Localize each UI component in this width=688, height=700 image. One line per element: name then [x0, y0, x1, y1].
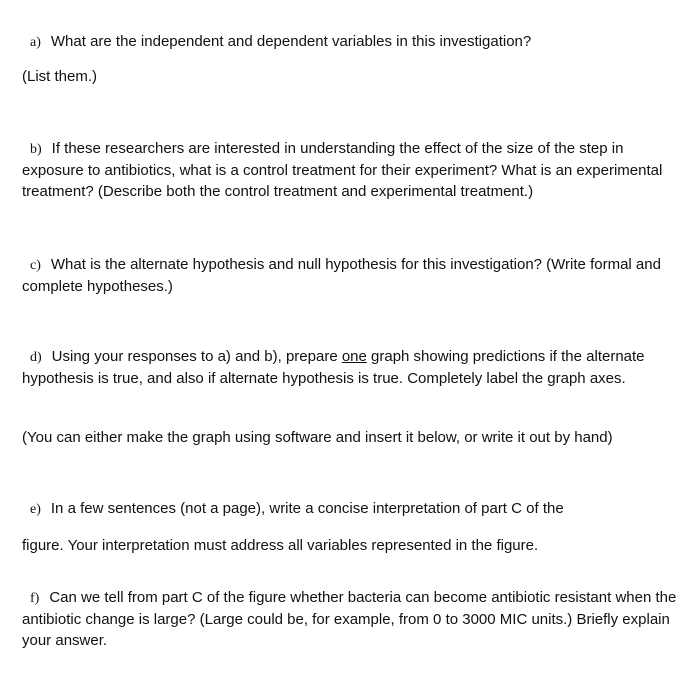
question-a-note: (List them.)	[22, 68, 98, 85]
question-e-continued: figure. Your interpretation must address all variables represented in the figure.	[22, 537, 539, 554]
question-text-after: graph showing predictions if the alternate hypothesis is true, and also if alternate hypothesis is true. Completely label the graph axes.	[22, 348, 645, 387]
question-e	[22, 498, 678, 520]
question-f	[22, 587, 678, 651]
question-d	[22, 346, 678, 389]
question-marker: d)	[30, 350, 42, 365]
question-emphasis: one	[341, 348, 367, 365]
question-text-before: Using your responses to a) and b), prepare	[51, 348, 342, 365]
question-marker: a)	[30, 35, 41, 50]
question-marker: e)	[30, 502, 41, 517]
question-d-note: (You can either make the graph using software and insert it below, or write it out by hand)	[22, 429, 613, 446]
question-text: In a few sentences (not a page), write a concise interpretation of part C of the	[50, 500, 564, 517]
question-text: If these researchers are interested in understanding the effect of the size of the step in exposure to antibiotics, what is a control treatment for their experiment? What is an experimental treatment? (Describe both the control treatment and experimental treatment.)	[22, 140, 663, 200]
question-marker: f)	[30, 591, 40, 606]
question-marker: b)	[30, 142, 42, 157]
question-text: Can we tell from part C of the figure whether bacteria can become antibiotic resistant when the antibiotic change is large? (Large could be, for example, from 0 to 3000 MIC units.) Briefly explain your answer.	[22, 589, 677, 649]
question-marker: c)	[30, 258, 41, 273]
question-text: What is the alternate hypothesis and null hypothesis for this investigation? (Write formal and complete hypotheses.)	[22, 256, 661, 295]
question-b	[22, 138, 678, 202]
question-c	[22, 254, 678, 297]
question-text: What are the independent and dependent variables in this investigation?	[50, 33, 532, 50]
question-a	[22, 31, 678, 53]
